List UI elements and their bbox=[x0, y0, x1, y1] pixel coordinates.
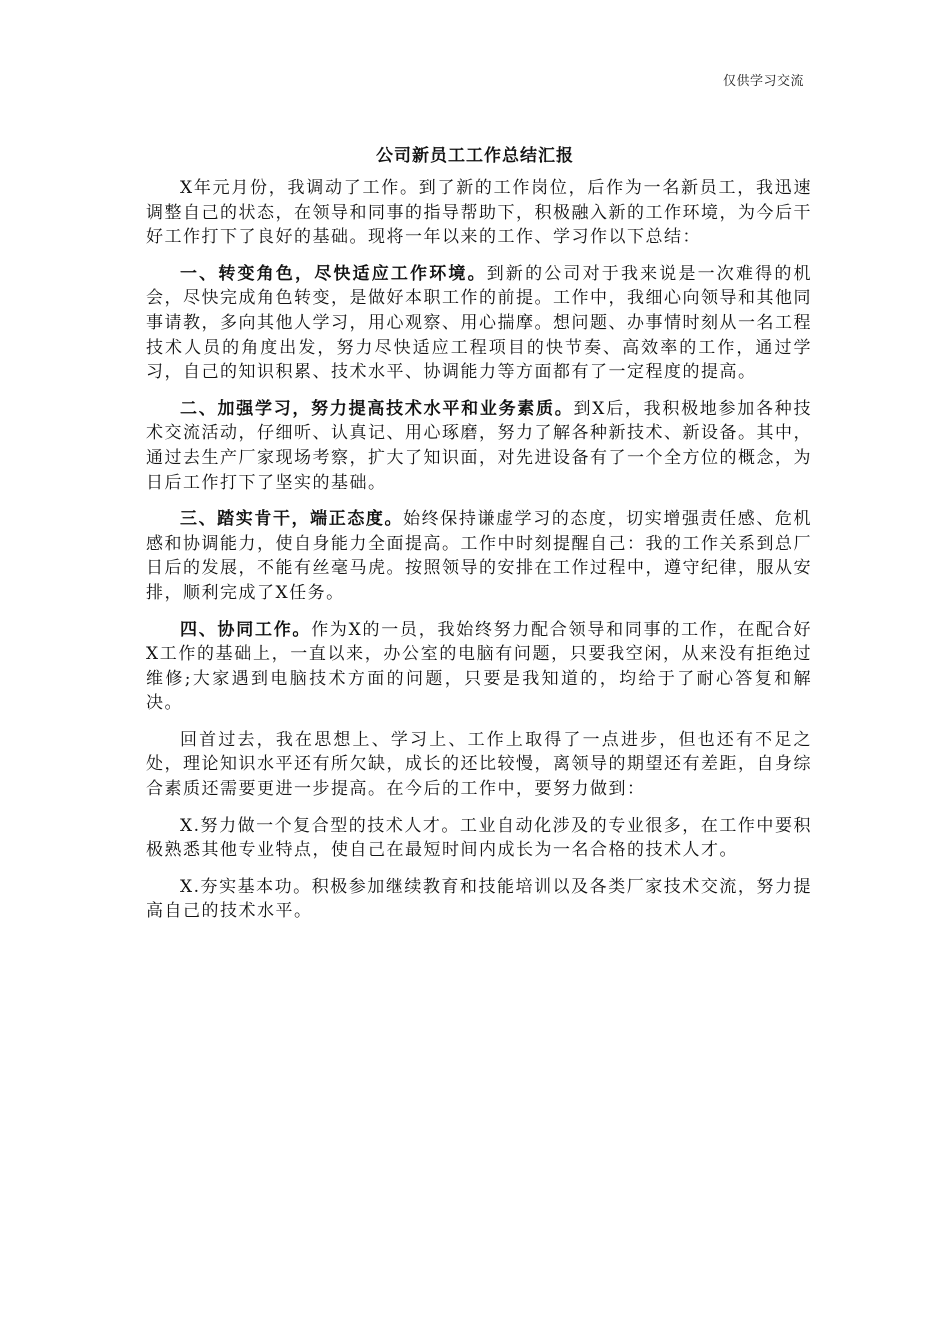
paragraph-text: X.夯实基本功。积极参加继续教育和技能培训以及各类厂家技术交流，努力提高自己的技术水平。 bbox=[146, 876, 812, 922]
paragraph-section-1 bbox=[146, 262, 812, 385]
paragraph-goal-2 bbox=[146, 875, 812, 924]
document-title: 公司新员工工作总结汇报 bbox=[376, 146, 574, 166]
paragraph-text: 到X后，我积极地参加各种技术交流活动，仔细听、认真记、用心琢磨，努力了解各种新技术、新设备。其中，通过去生产厂家现场考察，扩大了知识面，对先进设备有了一个全方位的概念，为日后工作打下了坚实的基础。 bbox=[146, 398, 813, 493]
paragraph-lead: 二、加强学习，努力提高技术水平和业务素质。 bbox=[180, 398, 574, 419]
paragraph-text: X.努力做一个复合型的技术人才。工业自动化涉及的专业很多，在工作中要积极熟悉其他专业特点，使自己在最短时间内成长为一名合格的技术人才。 bbox=[146, 815, 812, 861]
paragraph-goal-1 bbox=[146, 814, 812, 863]
paragraph-lead: 三、踏实肯干，端正态度。 bbox=[180, 509, 404, 530]
paragraph-review bbox=[146, 728, 812, 802]
header-note: 仅供学习交流 bbox=[722, 74, 804, 89]
paragraph-lead: 四、协同工作。 bbox=[180, 619, 312, 640]
paragraph-text: 作为X的一员，我始终努力配合领导和同事的工作，在配合好X工作的基础上，一直以来，办公室的电脑有问题，只要我空闲，从来没有拒绝过维修;大家遇到电脑技术方面的问题，只要是我知道的，均给于了耐心答复和解决。 bbox=[146, 619, 813, 714]
paragraph-section-2 bbox=[146, 397, 812, 495]
paragraph-section-4 bbox=[146, 618, 812, 716]
document-body bbox=[146, 176, 812, 936]
paragraph-section-3 bbox=[146, 507, 812, 605]
paragraph-text: X年元月份，我调动了工作。到了新的工作岗位，后作为一名新员工，我迅速调整自己的状态，在领导和同事的指导帮助下，积极融入新的工作环境，为今后干好工作打下了良好的基础。现将一年以来的工作、学习作以下总结： bbox=[146, 178, 812, 248]
paragraph-text: 始终保持谦虚学习的态度，切实增强责任感、危机感和协调能力，使自身能力全面提高。工作中时刻提醒自己：我的工作关系到总厂日后的发展，不能有丝毫马虎。按照领导的安排在工作过程中，遵守纪律，服从安排，顺利完成了X任务。 bbox=[146, 509, 813, 603]
paragraph-lead: 一、转变角色，尽快适应工作环境。 bbox=[180, 263, 487, 284]
paragraph-text: 到新的公司对于我来说是一次难得的机会，尽快完成角色转变，是做好本职工作的前提。工作中，我细心向领导和其他同事请教，多向其他人学习，用心观察、用心揣摩。想问题、办事情时刻从一名工程技术人员的角度出发，努力尽快适应工程项目的快节奏、高效率的工作，通过学习，自己的知识积累、技术水平、协调能力等方面都有了一定程度的提高。 bbox=[146, 263, 812, 383]
paragraph-intro bbox=[146, 176, 812, 250]
paragraph-text: 回首过去，我在思想上、学习上、工作上取得了一点进步，但也还有不足之处，理论知识水平还有所欠缺，成长的还比较慢，离领导的期望还有差距，自身综合素质还需要更进一步提高。在今后的工作中，要努力做到： bbox=[146, 729, 812, 800]
